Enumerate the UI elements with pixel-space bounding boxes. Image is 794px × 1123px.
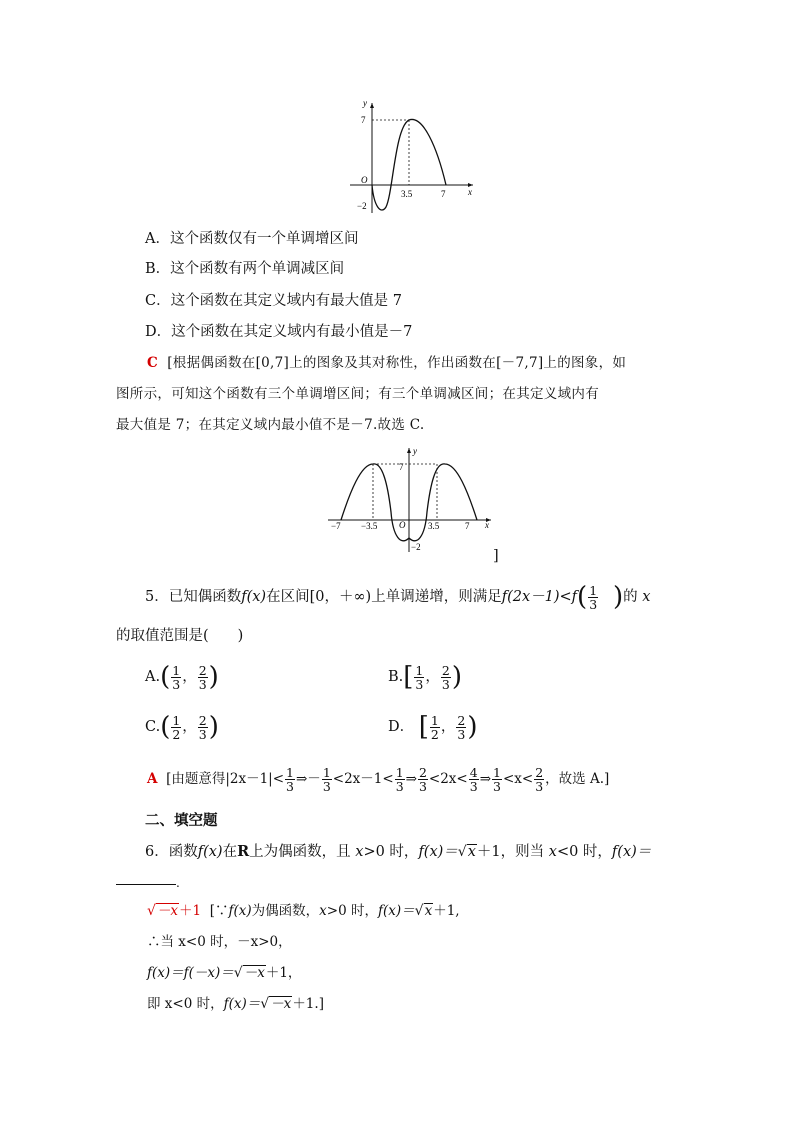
tick-x-neg3.5: −3.5 [361, 521, 378, 531]
tick-x-3.5-2: 3.5 [428, 521, 440, 531]
tick-x-3.5: 3.5 [401, 189, 413, 199]
x-axis-label-2: x [485, 520, 489, 530]
q6-solution-line-3: f(x)＝f(－x)＝√－x＋1， [147, 965, 302, 981]
q5-option-b: B.[ $\frac{1}{3}$ ， $\frac{2}{3}$ ) [388, 662, 462, 692]
q6-solution-line-2: ∴当 x<0 时，－x>0， [147, 934, 292, 950]
tick-x-7: 7 [441, 189, 446, 199]
q6-solution-line-1: √－x＋1 [∵f(x)为偶函数，x>0 时，f(x)＝√x＋1, [147, 903, 460, 919]
q5-text-c: 的 [623, 589, 638, 605]
q4-option-b: B．这个函数有两个单调减区间 [145, 261, 345, 277]
q4-explanation-line-3: 最大值是 7；在其定义域内最小值不是－7.故选 C. [116, 417, 425, 433]
graph-figure-2 [325, 442, 497, 557]
tick-y-neg2-2: −2 [411, 542, 421, 552]
q5-number: 5． [145, 589, 169, 605]
q4-explanation-line-2: 图所示，可知这个函数有三个单调增区间；有三个单调减区间；在其定义域内有 [116, 386, 599, 402]
q5-stem-line-2: 的取值范围是( ) [116, 628, 244, 644]
graph-figure-1 [345, 97, 480, 217]
origin-label: O [361, 175, 368, 185]
q4-answer-letter: C [147, 355, 159, 371]
q5-explanation: A [由题意得|2x－1|< $\frac{1}{3}$ ⇒－ $\frac{1}{3}$ <2x－1< $\frac{1}{3}$ ⇒ $\frac{2}{3}$ <2x< $\frac{4}{3}$ ⇒ $\frac{1}{3}$ <x< $\frac{2}{3}$ ，故选 A.] [147, 765, 610, 794]
q5-text-b: 在区间[0，＋∞)上单调递增，则满足 [266, 589, 502, 605]
q5-text-a: 已知偶函数 [168, 589, 242, 605]
q4-explain-text-1: [根据偶函数在[0,7]上的图象及其对称性，作出函数在[－7,7]上的图象，如 [167, 355, 627, 371]
origin-label-2: O [399, 520, 406, 530]
q5-option-a: A.( $\frac{1}{3}$ ， $\frac{2}{3}$ ) [145, 662, 219, 692]
x-axis-label: x [468, 187, 472, 197]
q6-answer-root: －x [156, 903, 179, 919]
q5-frac-one-third: $\frac{1}{3}$ [589, 582, 598, 612]
q5-var-x: x [642, 589, 651, 605]
q5-option-c: C.( $\frac{1}{2}$ ， $\frac{2}{3}$ ) [145, 712, 219, 742]
tick-y-neg2: −2 [357, 201, 367, 211]
q6-answer-tail: ＋1 [179, 903, 202, 919]
q4-option-a: A．这个函数仅有一个单调增区间 [145, 231, 359, 247]
q4-option-d: D．这个函数在其定义域内有最小值是－7 [145, 324, 413, 340]
q6-period: . [176, 876, 180, 890]
q5-option-d: D． [ $\frac{1}{2}$ ， $\frac{2}{3}$ ) [388, 712, 478, 742]
tick-y-7-2: 7 [399, 462, 404, 472]
tick-y-7: 7 [361, 115, 366, 125]
q4-close-bracket: ] [493, 548, 499, 564]
tick-x-7-2: 7 [465, 521, 470, 531]
q6-solution-line-4: 即 x<0 时，f(x)＝√－x＋1.] [147, 996, 324, 1012]
q5-fx: f(x) [241, 589, 267, 605]
q6-stem: 6．函数f(x)在R上为偶函数，且 x>0 时，f(x)＝√x＋1，则当 x<0 时，f(x)＝ [145, 843, 652, 860]
q4-explanation-line-1 [147, 354, 626, 372]
tick-x-neg7: −7 [331, 521, 341, 531]
q6-answer-blank [116, 884, 176, 885]
q4-option-c: C．这个函数在其定义域内有最大值是 7 [145, 293, 402, 309]
section-title: 二、填空题 [145, 812, 218, 829]
y-axis-label-2: y [413, 446, 417, 456]
y-axis-label: y [363, 98, 367, 108]
q5-inequality: f(2x－1)<f [501, 589, 578, 605]
q5-answer-letter: A [147, 771, 158, 787]
q5-stem-line-1: 5．已知偶函数f(x)在区间[0，＋∞)上单调递增，则满足f(2x－1)<f( $\frac{1}{3}$ )的 x [145, 582, 651, 612]
